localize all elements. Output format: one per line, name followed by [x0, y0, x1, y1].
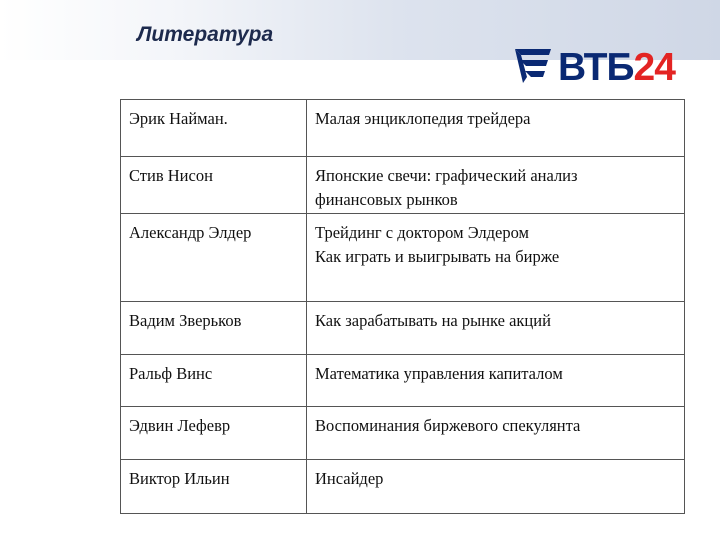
book-cell [307, 214, 685, 302]
author-cell: Ральф Винс [121, 355, 307, 407]
table-row [121, 460, 685, 514]
author-cell: Виктор Ильин [121, 460, 307, 514]
author-cell: Эдвин Лефевр [121, 407, 307, 460]
book-cell [307, 460, 685, 514]
logo-accent-text: 24 [633, 46, 675, 89]
book-line: финансовых рынков [315, 190, 458, 209]
page-title: Литература [137, 23, 274, 46]
book-line: Трейдинг с доктором Элдером [315, 223, 529, 242]
logo-wordmark [558, 46, 675, 90]
table-row [121, 302, 685, 355]
author-cell: Александр Элдер [121, 214, 307, 302]
vtb24-logo [511, 44, 683, 94]
book-line: Воспоминания биржевого спекулянта [315, 416, 581, 435]
table-row [121, 407, 685, 460]
book-cell [307, 100, 685, 157]
table-row [121, 157, 685, 214]
book-line: Математика управления капиталом [315, 364, 563, 383]
book-line: Малая энциклопедия трейдера [315, 109, 531, 128]
book-line: Японские свечи: графический анализ [315, 166, 578, 185]
book-line: Как играть и выигрывать на бирже [315, 247, 560, 266]
book-line: Инсайдер [315, 469, 384, 488]
book-cell [307, 157, 685, 214]
author-cell: Вадим Зверьков [121, 302, 307, 355]
table-row [121, 355, 685, 407]
logo-main-text: ВТБ [558, 46, 634, 89]
book-cell [307, 407, 685, 460]
vtb-emblem-icon [511, 44, 555, 90]
book-line: Как зарабатывать на рынке акций [315, 311, 551, 330]
author-cell: Стив Нисон [121, 157, 307, 214]
author-cell: Эрик Найман. [121, 100, 307, 157]
book-cell [307, 355, 685, 407]
book-cell [307, 302, 685, 355]
literature-table [120, 99, 685, 514]
table-row [121, 214, 685, 302]
table-row [121, 100, 685, 157]
